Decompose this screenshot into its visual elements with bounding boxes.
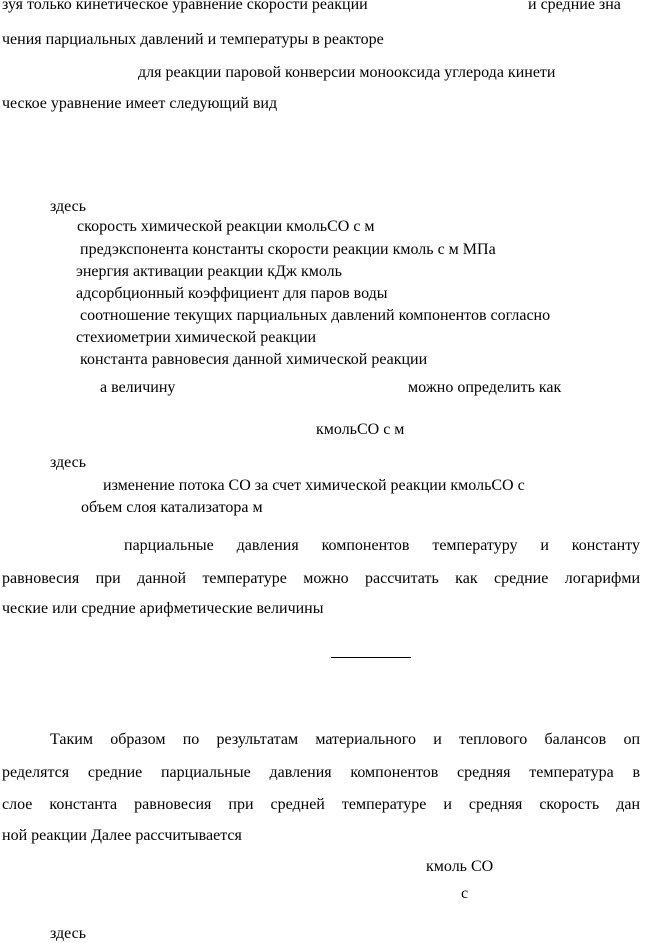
text-line: стехиометрии химической реакции bbox=[76, 329, 317, 346]
text-line: энергия активации реакции кДж кмоль bbox=[76, 263, 342, 280]
text-line: ческие или средние арифметические величины bbox=[2, 600, 324, 617]
text-line: изменение потока СО за счет химической реакции кмольСО с bbox=[103, 477, 525, 494]
text-line: адсорбционный коэффициент для паров воды bbox=[76, 285, 388, 302]
text-line: кмоль СО bbox=[426, 858, 494, 875]
text-line: ной реакции Далее рассчитывается bbox=[2, 827, 242, 844]
text-line: здесь bbox=[50, 198, 87, 215]
text-line: здесь bbox=[50, 925, 87, 942]
text-line: Таким образом по результатам материального и теплового балансов оп bbox=[50, 731, 640, 748]
text-line: а величину bbox=[100, 379, 176, 396]
fraction-line bbox=[331, 657, 411, 658]
text-line: объем слоя катализатора м bbox=[81, 499, 263, 516]
text-line: можно определить как bbox=[408, 379, 562, 396]
text-line: ределятся средние парциальные давления компонентов средняя температура в bbox=[2, 764, 640, 781]
text-line: ческое уравнение имеет следующий вид bbox=[2, 95, 278, 112]
text-line: константа равновесия данной химической реакции bbox=[80, 351, 428, 368]
text-line: слое константа равновесия при средней температуре и средняя скорость дан bbox=[2, 796, 640, 813]
text-line: с bbox=[461, 885, 469, 902]
text-line: и средние зна bbox=[528, 0, 621, 13]
text-line: предэкспонента константы скорости реакции кмоль с м МПа bbox=[80, 241, 496, 258]
text-line: кмольСО с м bbox=[316, 421, 405, 438]
text-line: равновесия при данной температуре можно рассчитать как средние логарифми bbox=[2, 570, 640, 587]
text-line: чения парциальных давлений и температуры в реакторе bbox=[2, 31, 384, 48]
text-line: здесь bbox=[50, 454, 87, 471]
text-line: для реакции паровой конверсии монооксида углерода кинети bbox=[138, 64, 556, 81]
text-line: соотношение текущих парциальных давлений компонентов согласно bbox=[80, 307, 551, 324]
text-line: зуя только кинетическое уравнение скорости реакции bbox=[2, 0, 368, 13]
text-line: скорость химической реакции кмольСО с м bbox=[77, 218, 375, 235]
text-line: парциальные давления компонентов температуру и константу bbox=[124, 537, 640, 554]
